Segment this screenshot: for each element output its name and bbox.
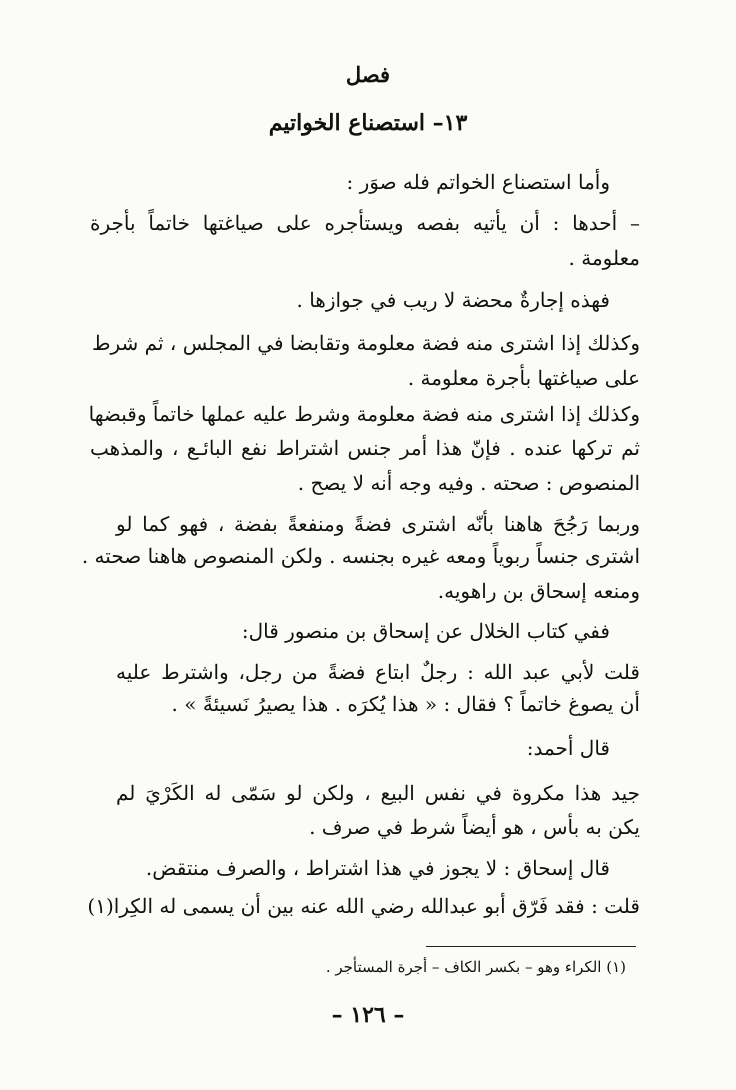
text-line: وأما استصناع الخواتم فله صوَر : <box>346 170 610 194</box>
page-number: – ١٢٦ – <box>331 1002 405 1028</box>
text-line: قال إسحاق : لا يجوز في هذا اشتراط ، والصرف منتقض. <box>145 856 610 880</box>
text-line: يكن به بأس ، هو أيضاً شرط في صرف . <box>309 815 640 839</box>
text-line: وكذلك إذا اشترى منه فضة معلومة وشرط عليه عملها خاتماً وقبضها <box>88 402 640 426</box>
chapter-title: ١٣– استصناع الخواتيم <box>268 110 468 136</box>
text-line: المنصوص : صحته . وفيه وجه أنه لا يصح . <box>297 471 640 495</box>
text-line: معلومة . <box>568 246 640 270</box>
text-line: وربما رَجُحَ هاهنا بأنّه اشترى فضةً ومنفعةً بفضة ، فهو كما لو <box>116 512 640 536</box>
text-line: قلت لأبي عبد الله : رجلٌ ابتاع فضةً من رجل، واشترط عليه <box>116 660 640 684</box>
footnote: (١) الكراء وهو – بكسر الكاف – أجرة المستأجر . <box>325 958 626 976</box>
text-line: جيد هذا مكروة في نفس البيع ، ولكن لو سَمّى له الكَرْيَ لم <box>116 781 640 805</box>
section-label: فصل <box>345 62 391 87</box>
text-line: ومنعه إسحاق بن راهويه. <box>437 579 640 603</box>
text-line: فهذه إجارةٌ محضة لا ريب في جوازها . <box>296 288 610 312</box>
text-line: قلت : فقد فَرّق أبو عبدالله رضي الله عنه بين أن يسمى له الكِرا(١) <box>87 894 640 918</box>
text-line: على صياغتها بأجرة معلومة . <box>407 366 640 390</box>
text-line: – أحدها : أن يأتيه بفصه ويستأجره على صياغتها خاتماً بأجرة <box>90 211 640 235</box>
text-line: قال أحمد: <box>526 736 610 760</box>
footnote-rule <box>426 946 636 947</box>
text-line: ففي كتاب الخلال عن إسحاق بن منصور قال: <box>241 619 610 643</box>
text-line: ثم تركها عنده . فإنّ هذا أمر جنس اشتراط نفع البائـع ، والمذهب <box>90 436 640 460</box>
text-line: اشترى جنساً ربوياً ومعه غيره بجنسه . ولكن المنصوص هاهنا صحته . <box>81 544 640 568</box>
text-line: أن يصوغ خاتماً ؟ فقال : « هذا يُكرَه . هذا يصيرُ نَسيئةً » . <box>171 692 640 716</box>
text-line: وكذلك إذا اشترى منه فضة معلومة وتقابضا في المجلس ، ثم شرط <box>92 331 640 355</box>
